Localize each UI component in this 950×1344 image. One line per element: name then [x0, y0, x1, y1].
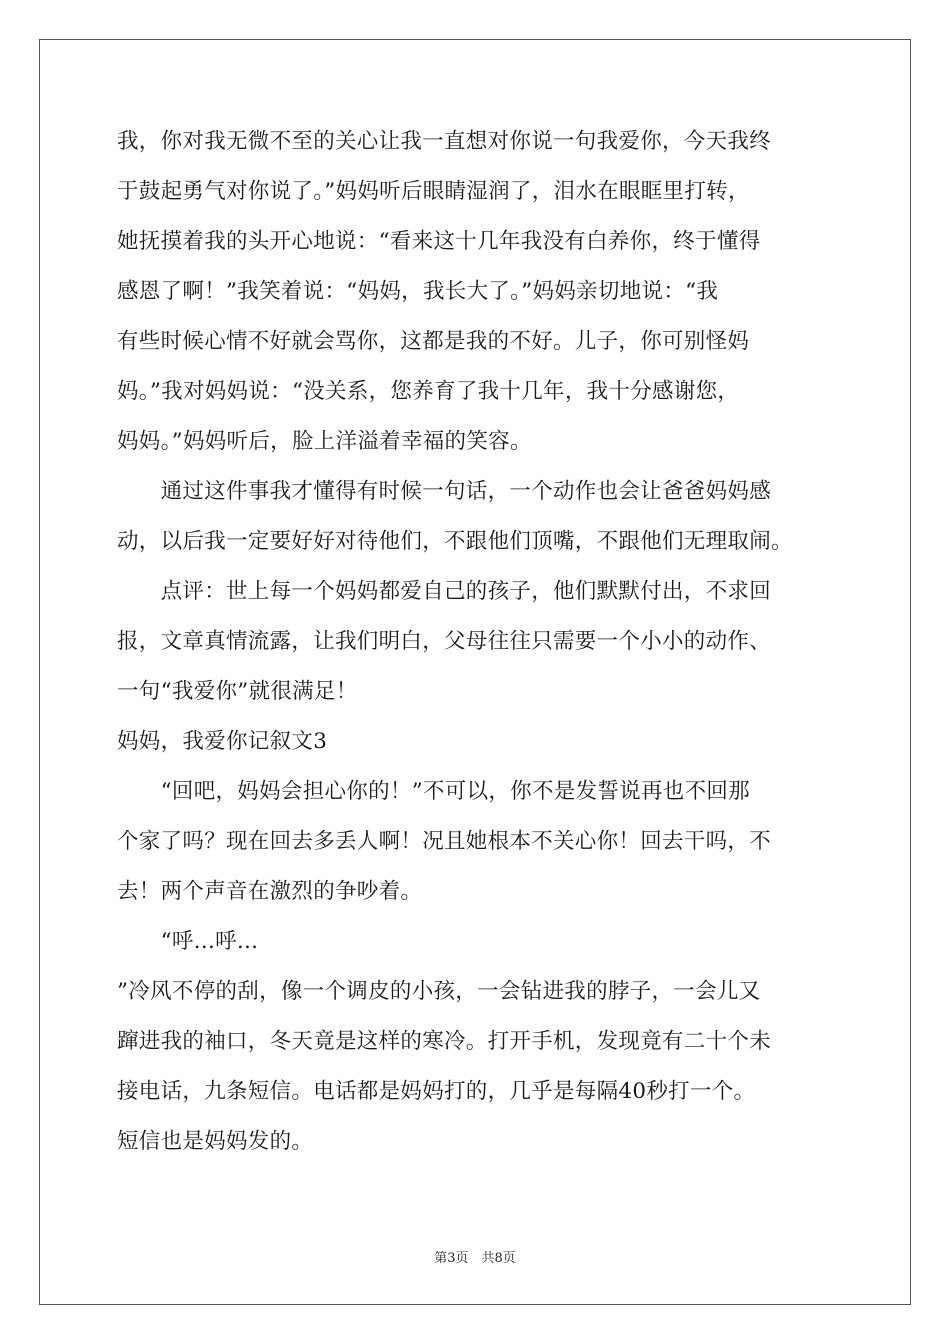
text-line: 去！两个声音在激烈的争吵着。 — [117, 879, 423, 904]
text-line: 她抚摸着我的头开心地说：“看来这十几年我没有白养你，终于懂得 — [117, 229, 761, 254]
text-line: 感恩了啊！”我笑着说：“妈妈，我长大了。”妈妈亲切地说：“我 — [117, 279, 719, 304]
page-number: 第3页 共8页 — [434, 1251, 516, 1266]
text-line: 点评：世上每一个妈妈都爱自己的孩子，他们默默付出，不求回 — [117, 579, 772, 604]
text-line: 个家了吗？现在回去多丢人啊！况且她根本不关心你！回去干吗，不 — [117, 829, 772, 854]
text-line: 于鼓起勇气对你说了。”妈妈听后眼睛湿润了，泪水在眼眶里打转， — [117, 179, 750, 204]
text-line: 蹿进我的袖口，冬天竟是这样的寒冷。打开手机，发现竟有二十个未 — [117, 1029, 772, 1054]
text-line: 通过这件事我才懂得有时候一句话，一个动作也会让爸爸妈妈感 — [117, 479, 772, 504]
text-line: 有些时候心情不好就会骂你，这都是我的不好。儿子，你可别怪妈 — [117, 329, 750, 354]
text-line: ”冷风不停的刮，像一个调皮的小孩，一会钻进我的脖子，一会儿又 — [117, 979, 761, 1004]
text-line: “呼...呼... — [117, 929, 259, 954]
text-line: 短信也是妈妈发的。 — [117, 1129, 314, 1154]
text-line: 妈妈。”妈妈听后，脸上洋溢着幸福的笑容。 — [117, 429, 532, 454]
text-line: 报，文章真情流露，让我们明白，父母往往只需要一个小小的动作、 — [117, 629, 772, 654]
text-line: 一句“我爱你”就很满足！ — [117, 679, 358, 704]
text-line: 妈。”我对妈妈说：“没关系，您养育了我十几年，我十分感谢您， — [117, 379, 740, 404]
text-line: 动，以后我一定要好好对待他们，不跟他们顶嘴，不跟他们无理取闹。 — [117, 529, 793, 554]
text-line: 接电话，九条短信。电话都是妈妈打的，几乎是每隔40秒打一个。 — [117, 1079, 756, 1104]
text-line: “回吧，妈妈会担心你的！”不可以，你不是发誓说再也不回那 — [117, 779, 750, 804]
text-line: 我，你对我无微不至的关心让我一直想对你说一句我爱你，今天我终 — [117, 129, 772, 154]
section-heading: 妈妈，我爱你记叙文3 — [117, 729, 328, 754]
